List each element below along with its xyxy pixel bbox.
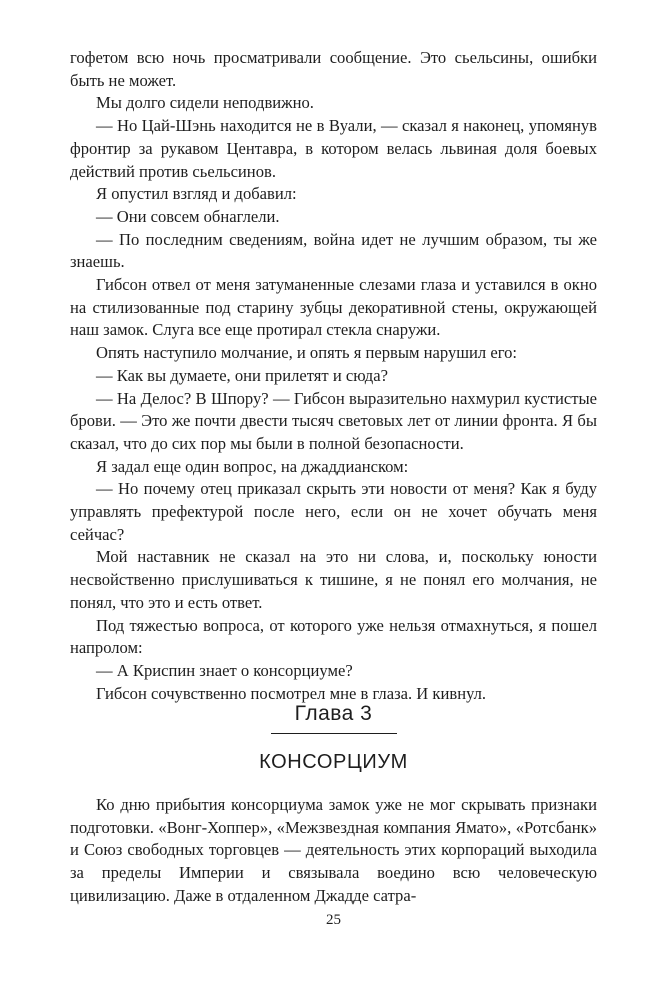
paragraph: — Но почему отец приказал скрыть эти новости от меня? Как я буду управлять префектурой после него, если он не хочет обучать меня сейчас? (70, 479, 597, 544)
paragraph: — Как вы думаете, они прилетят и сюда? (96, 365, 388, 385)
chapter-label: Глава 3 (294, 702, 373, 725)
paragraph: — Они совсем обнаглели. (96, 206, 280, 226)
paragraph: — По последним сведениям, война идет не лучшим образом, ты же знаешь. (70, 229, 597, 272)
paragraph: Гибсон сочувственно посмотрел мне в глаза. И кивнул. (96, 683, 487, 703)
page-number: 25 (326, 912, 341, 928)
chapter-text-block (70, 794, 597, 908)
page-text-block (70, 47, 597, 705)
paragraph: — А Криспин знает о консорциуме? (96, 660, 353, 680)
paragraph: Я опустил взгляд и добавил: (96, 184, 297, 204)
paragraph: Мы долго сидели неподвижно. (96, 93, 314, 113)
paragraph: — На Делос? В Шпору? — Гибсон выразительно нахмурил кустистые брови. — Это же почти двести тысяч световых лет от линии фронта. Я бы сказал, что до сих пор мы были в полной безопасности. (70, 388, 597, 453)
paragraph: Под тяжестью вопроса, от которого уже нельзя отмахнуться, я пошел напролом: (70, 615, 597, 658)
paragraph: Опять наступило молчание, и опять я первым нарушил его: (96, 343, 518, 363)
paragraph: Ко дню прибытия консорциума замок уже не мог скрывать признаки подготовки. «Вонг-Хоппер», «Межзвездная компания Ямато», «Ротсбанк» и Союз свободных торговцев — деятельность этих корпораций выходила за пределы Империи и связывала воедино всю человеческую цивилизацию. Даже в отдаленном Джадде сатра- (70, 795, 597, 905)
chapter-divider (271, 733, 397, 734)
paragraph: Я задал еще один вопрос, на джаддианском: (96, 456, 409, 476)
paragraph: Мой наставник не сказал на это ни слова, и, поскольку юности несвойственно прислушиваться к тишине, я не понял его молчания, не понял, что это и есть ответ. (70, 547, 597, 612)
chapter-heading (70, 700, 597, 775)
chapter-title: КОНСОРЦИУМ (259, 751, 408, 773)
paragraph: гофетом всю ночь просматривали сообщение. Это сьельсины, ошибки быть не может. (70, 48, 597, 90)
paragraph: Гибсон отвел от меня затуманенные слезами глаза и уставился в окно на стилизованные под старину зубцы декоративной стены, окружающей наш замок. Слуга все еще протирал стекла снаружи. (70, 275, 597, 340)
paragraph: — Но Цай-Шэнь находится не в Вуали, — сказал я наконец, упомянув фронтир за рукавом Центавра, в котором велась львиная доля боевых действий против сьельсинов. (70, 116, 597, 181)
